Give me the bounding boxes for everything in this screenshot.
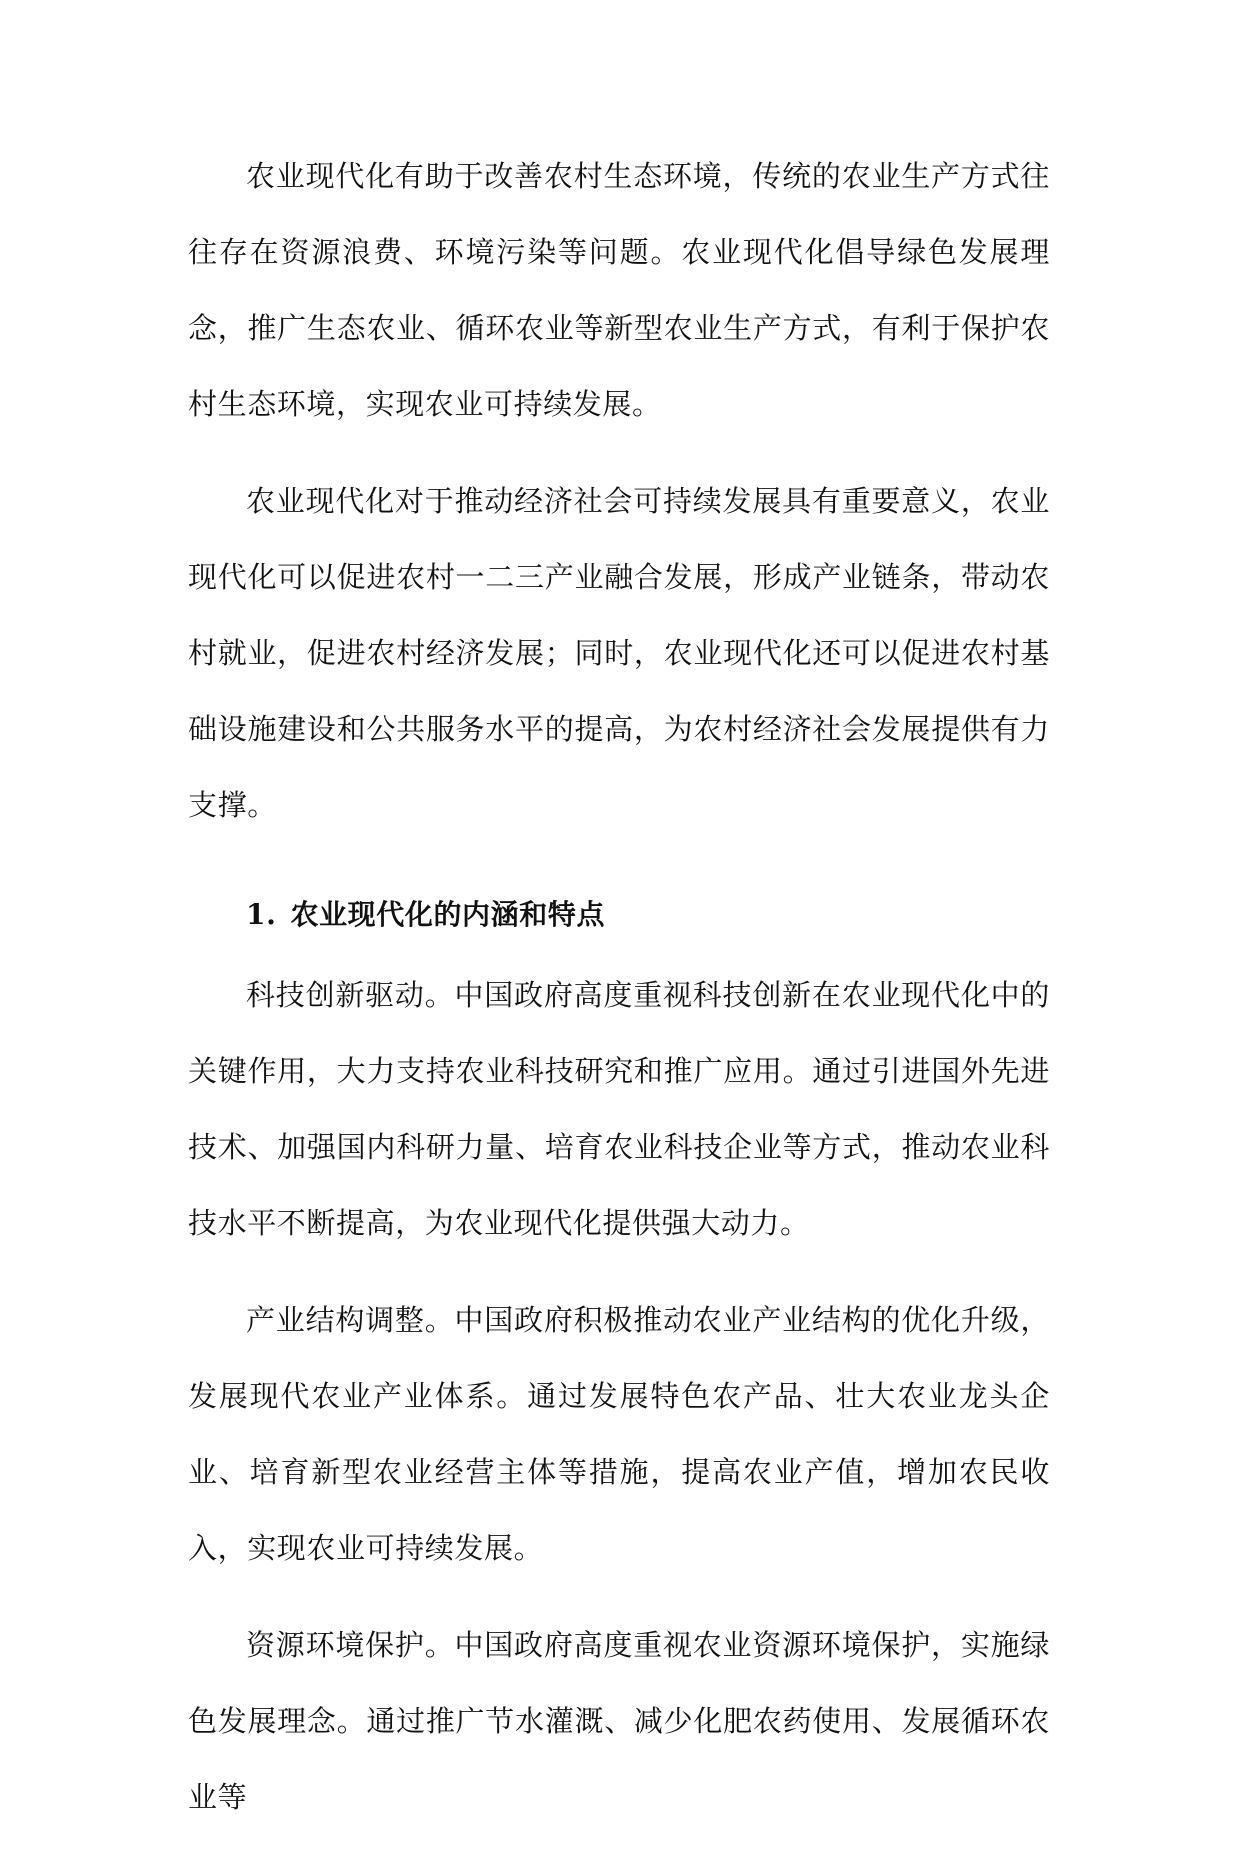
paragraph-industry-structure: 产业结构调整。中国政府积极推动农业产业结构的优化升级，发展现代农业产业体系。通过发展特色农产品、壮大农业龙头企业、培育新型农业经营主体等措施，提高农业产值，增加农民收入，实现农业可持续发展。 [188, 1303, 1050, 1565]
paragraph-economy: 农业现代化对于推动经济社会可持续发展具有重要意义，农业现代化可以促进农村一二三产业融合发展，形成产业链条，带动农村就业，促进农村经济发展；同时，农业现代化还可以促进农村基础设施建设和公共服务水平的提高，为农村经济社会发展提供有力支撑。 [188, 484, 1050, 822]
paragraph-ecology: 农业现代化有助于改善农村生态环境，传统的农业生产方式往往存在资源浪费、环境污染等问题。农业现代化倡导绿色发展理念，推广生态农业、循环农业等新型农业生产方式，有利于保护农村生态环境，实现农业可持续发展。 [188, 159, 1050, 421]
section-title: 农业现代化的内涵和特点 [290, 898, 606, 931]
section-number: 1. [246, 898, 277, 931]
paragraph-resource-protection: 资源环境保护。中国政府高度重视农业资源环境保护，实施绿色发展理念。通过推广节水灌溉、减少化肥农药使用、发展循环农业等 [188, 1628, 1050, 1814]
document-body [188, 138, 1050, 1856]
paragraph-tech-innovation: 科技创新驱动。中国政府高度重视科技创新在农业现代化中的关键作用，大力支持农业科技研究和推广应用。通过引进国外先进技术、加强国内科研力量、培育农业科技企业等方式，推动农业科技水平不断提高，为农业现代化提供强大动力。 [188, 978, 1050, 1240]
section-heading [188, 887, 1050, 943]
